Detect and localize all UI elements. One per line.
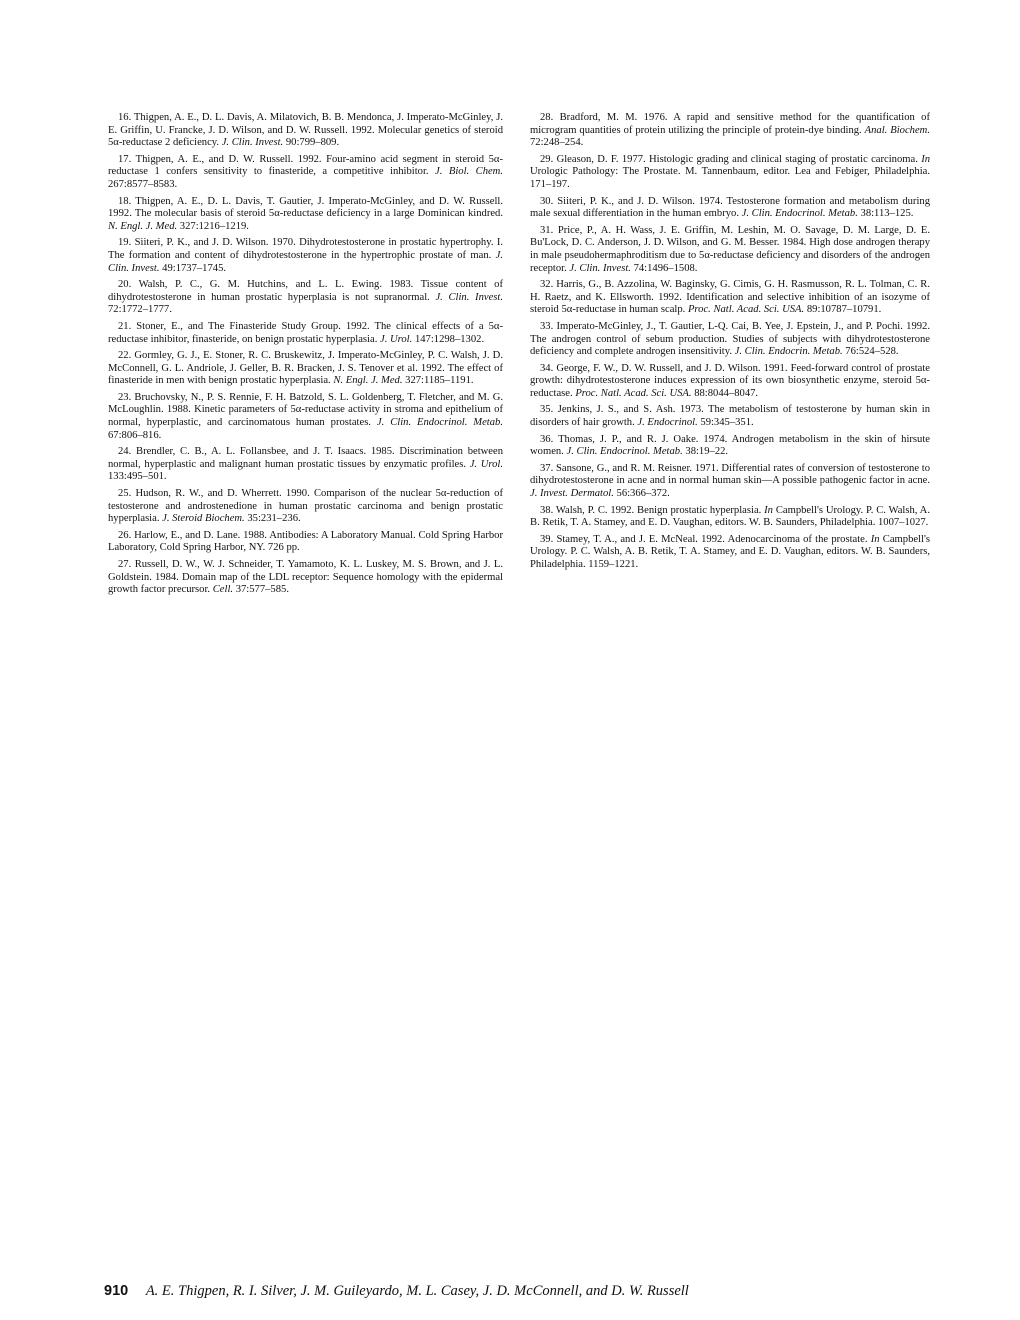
reference-text: Siiteri, P. K., and J. D. Wilson. 1974. Testosterone formation and metabolism during male sexual differentiation in the human embryo. bbox=[530, 195, 930, 220]
reference-citation: 267:8577–8583. bbox=[108, 178, 178, 190]
running-author-line: A. E. Thigpen, R. I. Silver, J. M. Guileyardo, M. L. Casey, J. D. McConnell, and D. W. Russell bbox=[145, 1283, 689, 1299]
reference-citation: 37:577–585. bbox=[235, 584, 289, 596]
reference-text: Bradford, M. M. 1976. A rapid and sensitive method for the quantification of microgram quantities of protein utilizing the principle of protein-dye binding. bbox=[530, 112, 930, 136]
reference-number: 19. bbox=[118, 237, 132, 249]
reference-entry bbox=[108, 530, 503, 555]
reference-number: 39. bbox=[540, 533, 554, 545]
reference-citation: Urologic Pathology: The Prostate. M. Tannenbaum, editor. Lea and Febiger, Philadelphia. 171–197. bbox=[530, 166, 930, 190]
reference-number: 27. bbox=[118, 559, 132, 570]
reference-text: George, F. W., D. W. Russell, and J. D. Wilson. 1991. Feed-forward control of prostate growth: dihydrotestosterone induces expression of its own biosynthetic enzyme, steroid 5α-reductase. bbox=[530, 362, 930, 399]
reference-journal: Proc. Natl. Acad. Sci. USA. bbox=[575, 387, 692, 399]
reference-entry bbox=[108, 559, 503, 597]
reference-citation: 49:1737–1745. bbox=[162, 262, 227, 274]
reference-text: Walsh, P. C. 1992. Benign prostatic hyperplasia. bbox=[555, 504, 762, 516]
reference-number: 17. bbox=[118, 153, 132, 165]
reference-citation: 38:113–125. bbox=[860, 208, 914, 220]
reference-number: 23. bbox=[118, 391, 132, 403]
reference-citation: Campbell's Urology. P. C. Walsh, A. B. Retik, T. A. Stamey, and E. D. Vaughan, editors. W. B. Saunders, Philadelphia. 1007–1027. bbox=[530, 504, 930, 529]
reference-citation: 35:231–236. bbox=[247, 513, 301, 525]
reference-entry bbox=[530, 404, 930, 429]
reference-journal: J. Clin. Invest. bbox=[569, 262, 631, 274]
reference-number: 24. bbox=[118, 446, 132, 458]
reference-number: 30. bbox=[540, 195, 554, 207]
reference-citation: 72:248–254. bbox=[530, 137, 584, 149]
reference-journal: J. Clin. Endocrinol. Metab. bbox=[376, 417, 503, 429]
reference-entry bbox=[108, 112, 503, 150]
reference-journal: In bbox=[764, 504, 773, 516]
reference-journal: J. Endocrinol. bbox=[637, 417, 698, 429]
reference-journal: J. Clin. Endocrin. Metab. bbox=[734, 346, 843, 358]
reference-entry bbox=[530, 196, 930, 221]
reference-journal: Anal. Biochem. bbox=[864, 124, 930, 136]
reference-citation: 327:1216–1219. bbox=[179, 220, 249, 232]
reference-number: 16. bbox=[118, 112, 132, 123]
reference-journal: J. Clin. Invest. bbox=[435, 291, 503, 303]
reference-text: Gleason, D. F. 1977. Histologic grading and clinical staging of prostatic carcinoma. bbox=[556, 153, 918, 165]
reference-journal: J. Biol. Chem. bbox=[435, 166, 503, 178]
reference-entry bbox=[108, 196, 503, 234]
reference-journal: In bbox=[870, 533, 880, 545]
reference-text: Thigpen, A. E., D. L. Davis, A. Milatovich, B. B. Mendonca, J. Imperato-McGinley, J. E. Griffin, U. Francke, J. D. Wilson, and D. W. Russell. 1992. Molecular genetics of steroid 5α-reductase 2 deficiency. bbox=[108, 112, 503, 149]
reference-entry bbox=[530, 505, 930, 530]
reference-number: 35. bbox=[540, 404, 554, 416]
reference-citation: 72:1772–1777. bbox=[108, 304, 172, 316]
reference-citation: 74:1496–1508. bbox=[633, 262, 698, 274]
reference-journal: J. Invest. Dermatol. bbox=[530, 488, 614, 500]
reference-number: 37. bbox=[540, 462, 554, 474]
reference-journal: Proc. Natl. Acad. Sci. USA. bbox=[687, 304, 805, 316]
reference-journal: J. Steroid Biochem. bbox=[162, 513, 245, 525]
reference-number: 21. bbox=[118, 320, 132, 332]
reference-text: Sansone, G., and R. M. Reisner. 1971. Differential rates of conversion of testosterone to dihydrotestosterone in acne and in normal human skin—A possible pathogenic factor in acne. bbox=[530, 462, 930, 487]
reference-text: Harlow, E., and D. Lane. 1988. Antibodies: A Laboratory Manual. Cold Spring Harbor Laboratory, Cold Spring Harbor, NY. 726 pp. bbox=[108, 529, 503, 554]
reference-citation: Campbell's Urology. P. C. Walsh, A. B. Retik, T. A. Stamey, and E. D. Vaughan, editors. W. B. Saunders, Philadelphia. 1159–1221. bbox=[530, 533, 931, 570]
reference-text: Thomas, J. P., and R. J. Oake. 1974. Androgen metabolism in the skin of hirsute women. bbox=[530, 433, 930, 458]
reference-entry bbox=[108, 488, 503, 526]
reference-entry bbox=[530, 463, 930, 501]
reference-citation: 88:8044–8047. bbox=[694, 387, 759, 399]
reference-entry bbox=[530, 534, 930, 572]
reference-number: 36. bbox=[540, 433, 554, 445]
reference-entry bbox=[108, 237, 503, 275]
reference-journal: J. Clin. Endocrinol. Metab. bbox=[566, 446, 683, 458]
reference-citation: 327:1185–1191. bbox=[405, 375, 474, 387]
reference-journal: In bbox=[921, 153, 931, 165]
reference-number: 22. bbox=[118, 350, 132, 362]
page-footer bbox=[104, 1283, 689, 1300]
reference-citation: 59:345–351. bbox=[700, 417, 754, 429]
reference-number: 18. bbox=[118, 195, 132, 207]
reference-journal: J. Urol. bbox=[380, 333, 413, 345]
reference-citation: 38:19–22. bbox=[685, 446, 729, 458]
references-right-column bbox=[530, 112, 930, 576]
reference-citation: 76:524–528. bbox=[845, 346, 899, 358]
reference-citation: 90:799–809. bbox=[285, 137, 340, 149]
reference-citation: 147:1298–1302. bbox=[414, 333, 485, 345]
reference-entry bbox=[108, 321, 503, 346]
reference-text: Thigpen, A. E., D. L. Davis, T. Gautier, J. Imperato-McGinley, and D. W. Russell. 1992. The molecular basis of steroid 5α-reductase deficiency in a large Dominican kindred. bbox=[108, 195, 503, 220]
reference-text: Thigpen, A. E., and D. W. Russell. 1992. Four-amino acid segment in steroid 5α-reductase 1 confers sensitivity to finasteride, a competitive inhibitor. bbox=[108, 153, 503, 178]
reference-text: Gormley, G. J., E. Stoner, R. C. Bruskewitz, J. Imperato-McGinley, P. C. Walsh, J. D. McConnell, G. L. Andriole, J. Geller, B. R. Bracken, J. S. Tenover et al. 1992. The effect of finasteride in men with benign prostatic hyperplasia. bbox=[108, 350, 503, 387]
reference-text: Hudson, R. W., and D. Wherrett. 1990. Comparison of the nuclear 5α-reduction of testosterone and androstenedione in human prostatic carcinoma and benign prostatic hyperplasia. bbox=[108, 488, 503, 525]
reference-citation: 89:10787–10791. bbox=[806, 304, 882, 316]
reference-entry bbox=[530, 112, 930, 150]
reference-text: Harris, G., B. Azzolina, W. Baginsky, G. Cimis, G. H. Rasmusson, R. L. Tolman, C. R. H. Raetz, and K. Ellsworth. 1992. Identification and selective inhibition of an isozyme of steroid 5α-reductase in human scalp. bbox=[530, 279, 930, 316]
reference-text: Stamey, T. A., and J. E. McNeal. 1992. Adenocarcinoma of the prostate. bbox=[556, 533, 868, 545]
reference-journal: Cell. bbox=[212, 584, 234, 596]
reference-journal: N. Engl. J. Med. bbox=[108, 220, 178, 232]
reference-text: Walsh, P. C., G. M. Hutchins, and L. L. Ewing. 1983. Tissue content of dihydrotestosterone in human prostatic hyperplasia is not supranormal. bbox=[108, 279, 503, 303]
reference-number: 34. bbox=[540, 362, 554, 374]
reference-journal: J. Urol. bbox=[469, 458, 503, 470]
reference-journal: N. Engl. J. Med. bbox=[333, 375, 403, 387]
page-number: 910 bbox=[104, 1283, 129, 1299]
reference-number: 31. bbox=[540, 224, 554, 236]
reference-number: 33. bbox=[540, 320, 554, 332]
reference-citation: 56:366–372. bbox=[616, 488, 670, 500]
reference-entry bbox=[530, 321, 930, 359]
reference-text: Imperato-McGinley, J., T. Gautier, L-Q. Cai, B. Yee, J. Epstein, J., and P. Pochi. 1992. The androgen control of sebum production. Studies of subjects with dihydrotestosterone deficiency and complete androgen insensitivity. bbox=[530, 320, 930, 358]
reference-citation: 67:806–816. bbox=[108, 429, 162, 441]
references-left-column bbox=[108, 112, 503, 601]
reference-entry bbox=[530, 434, 930, 459]
reference-entry bbox=[530, 154, 930, 192]
reference-entry bbox=[108, 279, 503, 317]
reference-entry bbox=[108, 392, 503, 442]
reference-entry bbox=[108, 350, 503, 388]
reference-text: Russell, D. W., W. J. Schneider, T. Yamamoto, K. L. Luskey, M. S. Brown, and J. L. Goldstein. 1984. Domain map of the LDL receptor: Sequence homology with the epidermal growth factor precursor. bbox=[108, 559, 503, 596]
reference-text: Stoner, E., and The Finasteride Study Group. 1992. The clinical effects of a 5α-reductase inhibitor, finasteride, on benign prostatic hyperplasia. bbox=[108, 320, 503, 345]
reference-entry bbox=[530, 363, 930, 401]
reference-text: Jenkins, J. S., and S. Ash. 1973. The metabolism of testosterone by human skin in disorders of hair growth. bbox=[530, 404, 931, 429]
reference-entry bbox=[530, 279, 930, 317]
reference-number: 25. bbox=[118, 488, 132, 500]
reference-citation: 133:495–501. bbox=[108, 471, 167, 483]
reference-number: 29. bbox=[540, 153, 554, 165]
reference-number: 28. bbox=[540, 112, 554, 123]
reference-text: Bruchovsky, N., P. S. Rennie, F. H. Batzold, S. L. Goldenberg, T. Fletcher, and M. G. McLoughlin. 1988. Kinetic parameters of 5α-reductase activity in stroma and epithelium of normal, hyperplastic, and carcinomatous human prostates. bbox=[108, 391, 503, 429]
reference-journal: J. Clin. Endocrinol. Metab. bbox=[741, 208, 858, 220]
reference-text: Siiteri, P. K., and J. D. Wilson. 1970. Dihydrotestosterone in prostatic hypertrophy. I. The formation and content of dihydrotestosterone in the hypertrophic prostate of man. bbox=[108, 237, 504, 261]
reference-entry bbox=[108, 154, 503, 192]
reference-number: 26. bbox=[118, 529, 132, 541]
reference-text: Brendler, C. B., A. L. Follansbee, and J. T. Isaacs. 1985. Discrimination between normal, hyperplastic and malignant human prostatic tissues by enzymatic profiles. bbox=[108, 446, 503, 470]
reference-entry bbox=[530, 225, 930, 275]
reference-journal: J. Clin. Invest. bbox=[221, 137, 284, 149]
reference-journal: J. Clin. Invest. bbox=[108, 249, 503, 274]
reference-entry bbox=[108, 446, 503, 484]
reference-number: 32. bbox=[540, 279, 554, 291]
reference-number: 38. bbox=[540, 504, 554, 516]
reference-number: 20. bbox=[118, 279, 132, 291]
reference-text: Price, P., A. H. Wass, J. E. Griffin, M. Leshin, M. O. Savage, D. M. Large, D. E. Bu'Lock, D. C. Anderson, J. D. Wilson, and G. M. Besser. 1984. High dose androgen therapy in male pseudohermaphroditism due to 5α-reductase deficiency and disorders of the androgen receptor. bbox=[530, 224, 930, 274]
